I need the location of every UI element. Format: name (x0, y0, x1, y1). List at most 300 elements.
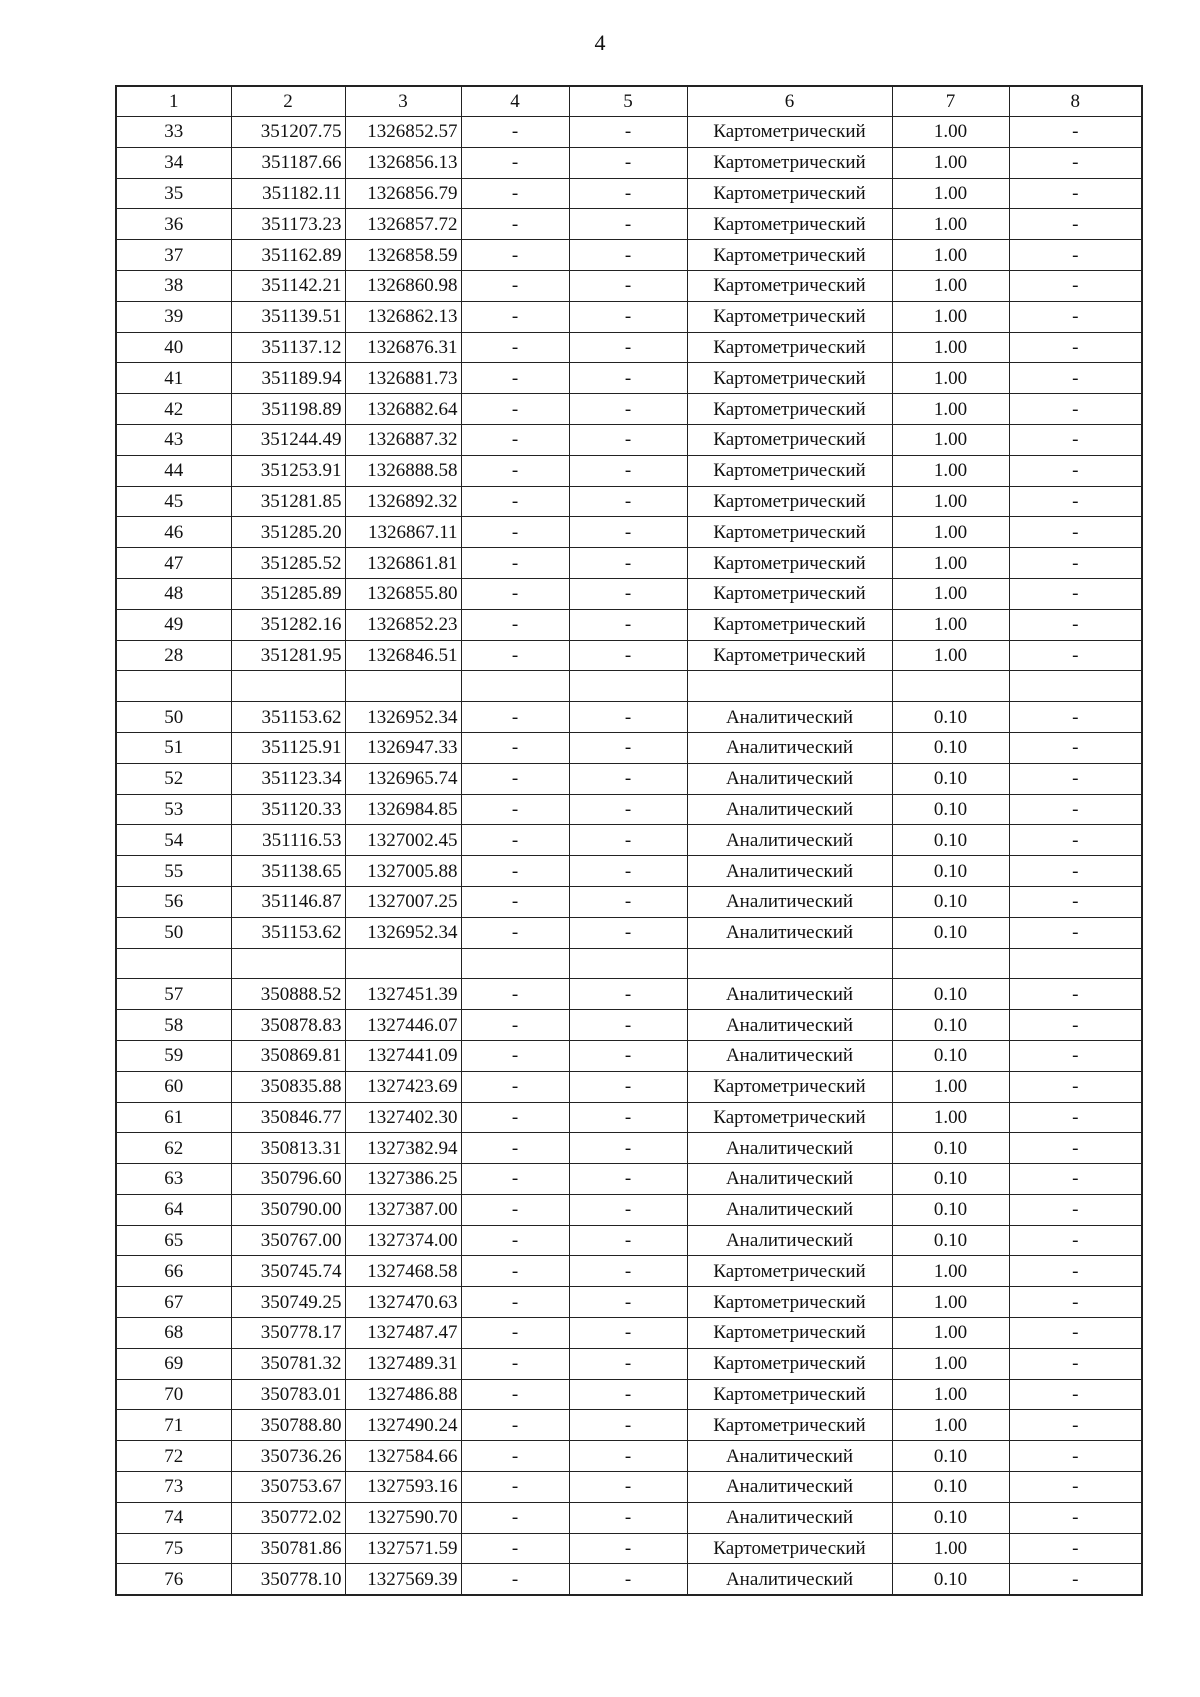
table-row (116, 794, 1142, 825)
cell-col-8: - (1009, 363, 1142, 394)
cell-col-5: - (569, 702, 687, 733)
cell-col-4: - (461, 332, 569, 363)
cell-col-8: - (1009, 917, 1142, 948)
cell-method: Картометрический (687, 240, 892, 271)
cell-col-8: - (1009, 1194, 1142, 1225)
cell-method: Картометрический (687, 1071, 892, 1102)
cell-y-coordinate: 1327423.69 (345, 1071, 461, 1102)
cell-point-number: 71 (116, 1410, 231, 1441)
table-row (116, 640, 1142, 671)
cell-col-8: - (1009, 702, 1142, 733)
cell-x-coordinate: 351182.11 (231, 178, 345, 209)
cell-method: Аналитический (687, 856, 892, 887)
cell-x-coordinate: 350749.25 (231, 1287, 345, 1318)
cell-method: Картометрический (687, 209, 892, 240)
table-row (116, 1348, 1142, 1379)
cell-accuracy: 0.10 (892, 917, 1009, 948)
cell-method: Картометрический (687, 178, 892, 209)
table-row (116, 948, 1142, 979)
cell-y-coordinate: 1327005.88 (345, 856, 461, 887)
cell-col-5 (569, 948, 687, 979)
cell-accuracy: 1.00 (892, 1318, 1009, 1349)
cell-point-number: 50 (116, 917, 231, 948)
cell-method: Аналитический (687, 1194, 892, 1225)
cell-accuracy: 1.00 (892, 1533, 1009, 1564)
cell-col-8: - (1009, 1133, 1142, 1164)
table-row (116, 147, 1142, 178)
cell-col-5: - (569, 1102, 687, 1133)
cell-y-coordinate: 1327387.00 (345, 1194, 461, 1225)
cell-method: Картометрический (687, 1348, 892, 1379)
cell-point-number: 61 (116, 1102, 231, 1133)
header-cell-2: 2 (231, 86, 345, 117)
cell-col-8: - (1009, 1502, 1142, 1533)
cell-col-8: - (1009, 455, 1142, 486)
cell-accuracy: 0.10 (892, 763, 1009, 794)
cell-point-number: 50 (116, 702, 231, 733)
cell-col-5: - (569, 1533, 687, 1564)
cell-col-8: - (1009, 763, 1142, 794)
cell-col-8: - (1009, 825, 1142, 856)
cell-col-4: - (461, 917, 569, 948)
cell-accuracy: 0.10 (892, 1040, 1009, 1071)
cell-col-4: - (461, 1472, 569, 1503)
cell-col-8: - (1009, 1348, 1142, 1379)
cell-method: Аналитический (687, 1225, 892, 1256)
cell-y-coordinate: 1327569.39 (345, 1564, 461, 1595)
table-row (116, 117, 1142, 148)
cell-method: Аналитический (687, 1164, 892, 1195)
cell-method: Картометрический (687, 301, 892, 332)
cell-col-5: - (569, 424, 687, 455)
cell-point-number: 51 (116, 732, 231, 763)
cell-x-coordinate: 351142.21 (231, 270, 345, 301)
cell-method (687, 671, 892, 702)
cell-col-8: - (1009, 1256, 1142, 1287)
cell-x-coordinate: 350753.67 (231, 1472, 345, 1503)
cell-col-5: - (569, 548, 687, 579)
cell-y-coordinate: 1327441.09 (345, 1040, 461, 1071)
cell-method: Картометрический (687, 1533, 892, 1564)
cell-col-5: - (569, 517, 687, 548)
cell-point-number: 58 (116, 1010, 231, 1041)
cell-accuracy: 1.00 (892, 424, 1009, 455)
cell-accuracy: 0.10 (892, 886, 1009, 917)
cell-y-coordinate: 1327486.88 (345, 1379, 461, 1410)
cell-col-5: - (569, 979, 687, 1010)
table-row (116, 1441, 1142, 1472)
cell-point-number: 63 (116, 1164, 231, 1195)
cell-x-coordinate: 350878.83 (231, 1010, 345, 1041)
header-cell-6: 6 (687, 86, 892, 117)
cell-point-number: 75 (116, 1533, 231, 1564)
cell-col-8: - (1009, 856, 1142, 887)
cell-col-4: - (461, 301, 569, 332)
table-row (116, 332, 1142, 363)
cell-col-8 (1009, 948, 1142, 979)
cell-point-number: 40 (116, 332, 231, 363)
cell-accuracy: 0.10 (892, 979, 1009, 1010)
cell-y-coordinate: 1326856.13 (345, 147, 461, 178)
cell-accuracy: 1.00 (892, 1102, 1009, 1133)
cell-y-coordinate: 1326881.73 (345, 363, 461, 394)
cell-method: Аналитический (687, 1472, 892, 1503)
cell-col-8 (1009, 671, 1142, 702)
cell-y-coordinate: 1327590.70 (345, 1502, 461, 1533)
cell-point-number: 52 (116, 763, 231, 794)
table-row (116, 1164, 1142, 1195)
cell-col-4: - (461, 270, 569, 301)
cell-y-coordinate: 1327382.94 (345, 1133, 461, 1164)
cell-y-coordinate: 1326952.34 (345, 702, 461, 733)
cell-y-coordinate: 1326952.34 (345, 917, 461, 948)
cell-col-4: - (461, 1379, 569, 1410)
cell-col-5: - (569, 856, 687, 887)
cell-method: Картометрический (687, 1379, 892, 1410)
table-row (116, 1194, 1142, 1225)
cell-accuracy: 0.10 (892, 856, 1009, 887)
cell-col-5: - (569, 209, 687, 240)
cell-col-8: - (1009, 979, 1142, 1010)
cell-point-number: 46 (116, 517, 231, 548)
table-row (116, 917, 1142, 948)
cell-y-coordinate: 1326855.80 (345, 578, 461, 609)
cell-col-4: - (461, 1256, 569, 1287)
cell-col-8: - (1009, 1040, 1142, 1071)
table-header-row (116, 86, 1142, 117)
cell-accuracy: 1.00 (892, 1410, 1009, 1441)
cell-y-coordinate (345, 948, 461, 979)
cell-x-coordinate: 351282.16 (231, 609, 345, 640)
cell-col-8: - (1009, 147, 1142, 178)
cell-method: Картометрический (687, 548, 892, 579)
cell-col-4: - (461, 1533, 569, 1564)
cell-point-number (116, 948, 231, 979)
cell-x-coordinate: 351244.49 (231, 424, 345, 455)
cell-method: Аналитический (687, 702, 892, 733)
table-row (116, 455, 1142, 486)
cell-method: Картометрический (687, 147, 892, 178)
cell-col-4: - (461, 1194, 569, 1225)
cell-accuracy: 1.00 (892, 455, 1009, 486)
cell-x-coordinate: 351285.52 (231, 548, 345, 579)
table-row (116, 671, 1142, 702)
table-row (116, 1010, 1142, 1041)
cell-col-5: - (569, 1472, 687, 1503)
cell-col-5: - (569, 1040, 687, 1071)
cell-col-5: - (569, 1194, 687, 1225)
cell-x-coordinate: 350767.00 (231, 1225, 345, 1256)
table-row (116, 1318, 1142, 1349)
cell-y-coordinate: 1327451.39 (345, 979, 461, 1010)
cell-col-8: - (1009, 609, 1142, 640)
cell-col-4: - (461, 825, 569, 856)
cell-col-4: - (461, 147, 569, 178)
cell-col-8: - (1009, 640, 1142, 671)
cell-x-coordinate: 351146.87 (231, 886, 345, 917)
cell-point-number: 48 (116, 578, 231, 609)
cell-col-8: - (1009, 517, 1142, 548)
cell-col-4: - (461, 794, 569, 825)
cell-x-coordinate: 350745.74 (231, 1256, 345, 1287)
cell-y-coordinate: 1326852.57 (345, 117, 461, 148)
cell-col-5: - (569, 1256, 687, 1287)
table-row (116, 702, 1142, 733)
cell-y-coordinate: 1327386.25 (345, 1164, 461, 1195)
cell-x-coordinate (231, 671, 345, 702)
table-row (116, 979, 1142, 1010)
table-row (116, 825, 1142, 856)
cell-method: Аналитический (687, 917, 892, 948)
cell-accuracy: 1.00 (892, 117, 1009, 148)
cell-col-4: - (461, 640, 569, 671)
cell-x-coordinate: 350736.26 (231, 1441, 345, 1472)
table-row (116, 1379, 1142, 1410)
cell-method: Аналитический (687, 825, 892, 856)
cell-col-4: - (461, 424, 569, 455)
header-cell-3: 3 (345, 86, 461, 117)
cell-y-coordinate: 1327593.16 (345, 1472, 461, 1503)
cell-accuracy: 0.10 (892, 1502, 1009, 1533)
cell-col-8: - (1009, 1010, 1142, 1041)
cell-x-coordinate: 350781.86 (231, 1533, 345, 1564)
cell-col-8: - (1009, 394, 1142, 425)
cell-y-coordinate: 1327002.45 (345, 825, 461, 856)
cell-col-4: - (461, 455, 569, 486)
cell-method: Аналитический (687, 794, 892, 825)
cell-col-4: - (461, 1040, 569, 1071)
cell-y-coordinate: 1326867.11 (345, 517, 461, 548)
cell-point-number: 65 (116, 1225, 231, 1256)
table-row (116, 1133, 1142, 1164)
cell-col-4: - (461, 1071, 569, 1102)
header-cell-8: 8 (1009, 86, 1142, 117)
cell-x-coordinate: 351285.20 (231, 517, 345, 548)
cell-method: Аналитический (687, 1010, 892, 1041)
cell-x-coordinate: 350778.10 (231, 1564, 345, 1595)
table-row (116, 209, 1142, 240)
cell-method: Картометрический (687, 117, 892, 148)
cell-method: Аналитический (687, 1564, 892, 1595)
cell-x-coordinate: 350781.32 (231, 1348, 345, 1379)
cell-accuracy: 1.00 (892, 209, 1009, 240)
cell-point-number (116, 671, 231, 702)
cell-method: Картометрический (687, 1287, 892, 1318)
table-row (116, 856, 1142, 887)
cell-col-5: - (569, 1348, 687, 1379)
cell-col-4: - (461, 856, 569, 887)
table-row (116, 1040, 1142, 1071)
cell-col-4: - (461, 1010, 569, 1041)
cell-x-coordinate: 350888.52 (231, 979, 345, 1010)
cell-x-coordinate: 350796.60 (231, 1164, 345, 1195)
cell-accuracy: 0.10 (892, 1472, 1009, 1503)
cell-col-5: - (569, 825, 687, 856)
cell-accuracy: 0.10 (892, 1441, 1009, 1472)
cell-col-4: - (461, 517, 569, 548)
cell-point-number: 76 (116, 1564, 231, 1595)
cell-col-5: - (569, 1287, 687, 1318)
cell-col-4: - (461, 178, 569, 209)
cell-point-number: 56 (116, 886, 231, 917)
cell-point-number: 45 (116, 486, 231, 517)
cell-method: Картометрический (687, 578, 892, 609)
page-number: 4 (594, 30, 606, 55)
cell-x-coordinate: 351207.75 (231, 117, 345, 148)
cell-y-coordinate: 1326888.58 (345, 455, 461, 486)
cell-col-5: - (569, 1318, 687, 1349)
cell-point-number: 54 (116, 825, 231, 856)
cell-method: Аналитический (687, 1441, 892, 1472)
cell-col-4: - (461, 240, 569, 271)
cell-col-4: - (461, 548, 569, 579)
table-row (116, 578, 1142, 609)
cell-x-coordinate: 350790.00 (231, 1194, 345, 1225)
cell-col-8: - (1009, 886, 1142, 917)
cell-y-coordinate: 1326947.33 (345, 732, 461, 763)
cell-col-4: - (461, 1164, 569, 1195)
cell-point-number: 47 (116, 548, 231, 579)
cell-accuracy: 1.00 (892, 1379, 1009, 1410)
cell-x-coordinate: 351123.34 (231, 763, 345, 794)
table-row (116, 486, 1142, 517)
cell-y-coordinate: 1326882.64 (345, 394, 461, 425)
cell-col-4: - (461, 394, 569, 425)
table-row (116, 1102, 1142, 1133)
cell-method: Аналитический (687, 1133, 892, 1164)
table-row (116, 178, 1142, 209)
cell-x-coordinate: 351281.85 (231, 486, 345, 517)
cell-col-4: - (461, 117, 569, 148)
cell-col-8: - (1009, 1287, 1142, 1318)
cell-col-5 (569, 671, 687, 702)
table-row (116, 1533, 1142, 1564)
cell-col-5: - (569, 886, 687, 917)
cell-col-4: - (461, 1348, 569, 1379)
cell-point-number: 35 (116, 178, 231, 209)
cell-point-number: 74 (116, 1502, 231, 1533)
cell-x-coordinate: 350835.88 (231, 1071, 345, 1102)
cell-x-coordinate: 351189.94 (231, 363, 345, 394)
cell-x-coordinate: 350869.81 (231, 1040, 345, 1071)
cell-x-coordinate: 351253.91 (231, 455, 345, 486)
cell-col-5: - (569, 1410, 687, 1441)
cell-col-4: - (461, 1225, 569, 1256)
cell-y-coordinate: 1327007.25 (345, 886, 461, 917)
cell-y-coordinate: 1326965.74 (345, 763, 461, 794)
cell-x-coordinate: 350772.02 (231, 1502, 345, 1533)
cell-col-8: - (1009, 301, 1142, 332)
cell-point-number: 60 (116, 1071, 231, 1102)
cell-point-number: 57 (116, 979, 231, 1010)
cell-col-8: - (1009, 1533, 1142, 1564)
cell-col-8: - (1009, 1379, 1142, 1410)
cell-col-4: - (461, 1410, 569, 1441)
cell-point-number: 37 (116, 240, 231, 271)
cell-method: Аналитический (687, 1502, 892, 1533)
cell-x-coordinate: 350788.80 (231, 1410, 345, 1441)
table-row (116, 1225, 1142, 1256)
cell-col-8: - (1009, 240, 1142, 271)
header-cell-7: 7 (892, 86, 1009, 117)
cell-col-4: - (461, 1318, 569, 1349)
table-row (116, 301, 1142, 332)
cell-accuracy: 0.10 (892, 732, 1009, 763)
table-row (116, 763, 1142, 794)
cell-accuracy (892, 671, 1009, 702)
cell-y-coordinate: 1327489.31 (345, 1348, 461, 1379)
cell-method: Картометрический (687, 1256, 892, 1287)
cell-col-5: - (569, 578, 687, 609)
cell-y-coordinate: 1327374.00 (345, 1225, 461, 1256)
cell-accuracy: 0.10 (892, 1225, 1009, 1256)
table-row (116, 1502, 1142, 1533)
cell-y-coordinate: 1326861.81 (345, 548, 461, 579)
cell-method: Картометрический (687, 1410, 892, 1441)
cell-col-5: - (569, 640, 687, 671)
cell-col-8: - (1009, 794, 1142, 825)
cell-accuracy: 1.00 (892, 640, 1009, 671)
cell-col-5: - (569, 609, 687, 640)
cell-col-5: - (569, 486, 687, 517)
cell-col-5: - (569, 763, 687, 794)
cell-col-4 (461, 671, 569, 702)
cell-col-5: - (569, 270, 687, 301)
cell-point-number: 66 (116, 1256, 231, 1287)
cell-col-8: - (1009, 270, 1142, 301)
cell-accuracy (892, 948, 1009, 979)
cell-point-number: 73 (116, 1472, 231, 1503)
cell-point-number: 36 (116, 209, 231, 240)
cell-col-8: - (1009, 1410, 1142, 1441)
cell-col-4: - (461, 486, 569, 517)
table-row (116, 1564, 1142, 1595)
cell-y-coordinate: 1326862.13 (345, 301, 461, 332)
cell-point-number: 49 (116, 609, 231, 640)
cell-x-coordinate: 350778.17 (231, 1318, 345, 1349)
cell-y-coordinate (345, 671, 461, 702)
table-row (116, 732, 1142, 763)
cell-col-8: - (1009, 1472, 1142, 1503)
table-row (116, 394, 1142, 425)
cell-col-5: - (569, 332, 687, 363)
cell-method: Аналитический (687, 979, 892, 1010)
cell-method: Картометрический (687, 394, 892, 425)
cell-col-8: - (1009, 732, 1142, 763)
cell-point-number: 62 (116, 1133, 231, 1164)
cell-x-coordinate: 351153.62 (231, 917, 345, 948)
table-row (116, 424, 1142, 455)
cell-point-number: 70 (116, 1379, 231, 1410)
header-cell-5: 5 (569, 86, 687, 117)
cell-y-coordinate: 1326984.85 (345, 794, 461, 825)
cell-col-8: - (1009, 209, 1142, 240)
cell-y-coordinate: 1326852.23 (345, 609, 461, 640)
cell-accuracy: 0.10 (892, 825, 1009, 856)
cell-accuracy: 1.00 (892, 548, 1009, 579)
cell-y-coordinate: 1327468.58 (345, 1256, 461, 1287)
cell-method: Картометрический (687, 517, 892, 548)
cell-col-4: - (461, 363, 569, 394)
table-row (116, 240, 1142, 271)
cell-y-coordinate: 1327402.30 (345, 1102, 461, 1133)
table-row (116, 1410, 1142, 1441)
cell-point-number: 38 (116, 270, 231, 301)
cell-x-coordinate: 351153.62 (231, 702, 345, 733)
coordinates-table (115, 85, 1143, 1596)
cell-col-5: - (569, 240, 687, 271)
cell-x-coordinate: 351162.89 (231, 240, 345, 271)
